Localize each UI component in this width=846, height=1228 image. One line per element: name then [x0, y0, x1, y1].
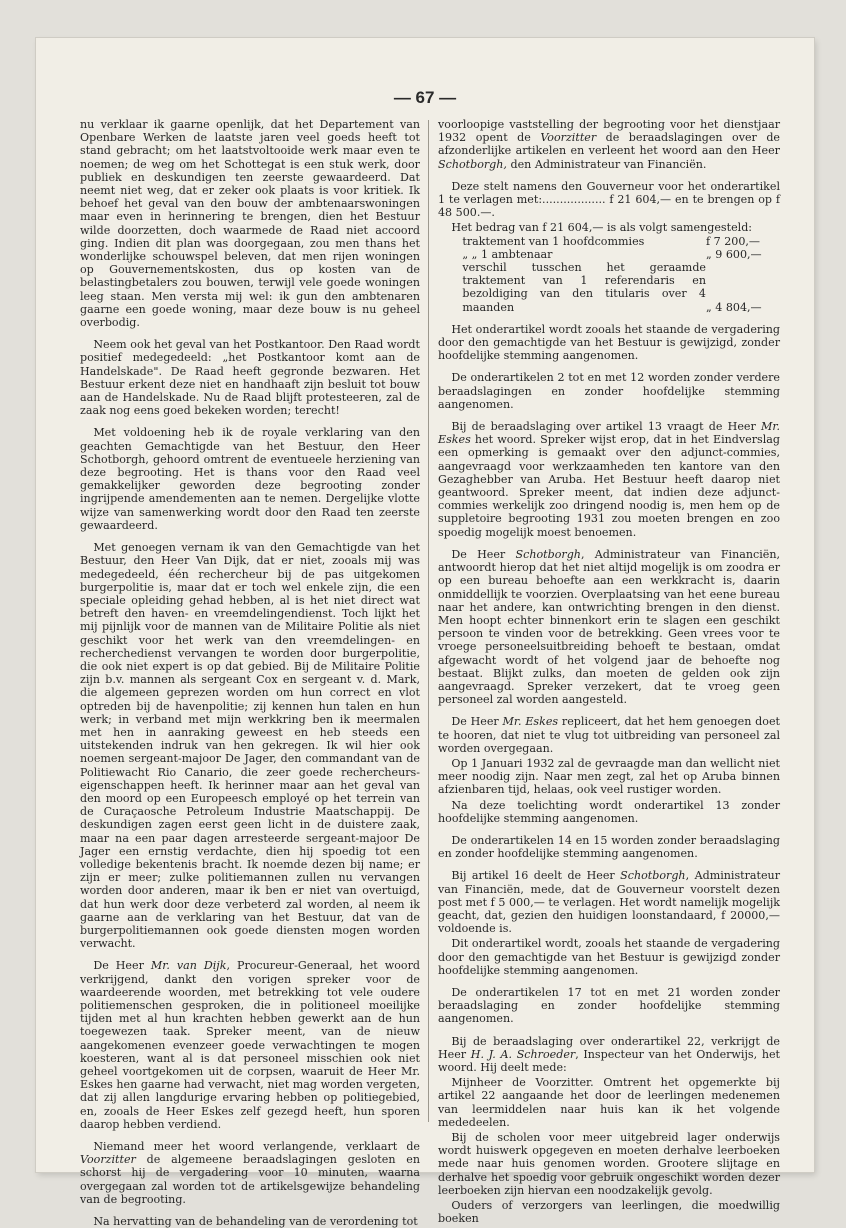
paragraph: Bij artikel 16 deelt de Heer Schotborgh, Administrateur van Financiën, mede, dat de Gouverneur voorstelt dezen post met f 5 000,— te verlagen. Het wordt namelijk mogelijk geacht, dat, gezien den huidigen loonstandaard, f 20000,— voldoende is. [438, 869, 781, 936]
paragraph: voorloopige vaststelling der begrooting voor het dienstjaar 1932 opent de Voorzitter de beraadslagingen over de afzonderlijke artikelen en verleent het woord aan den Heer Schotborgh, den Administrateur van Financiën. [438, 118, 781, 171]
paragraph: Het onderartikel wordt zooals het staande de vergadering door den gemachtigde van het Bestuur is gewijzigd, zonder hoofdelijke stemming aangenomen. [438, 322, 780, 363]
paragraph: Na hervatting van de behandeling van de verordening tot [93, 1215, 418, 1228]
amount-row: traktement van 1 hoofdcommies f 7 200,— [462, 234, 761, 248]
paragraph: Mijnheer de Voorzitter. Omtrent het opgemerkte bij artikel 22 aangaande het door de leerlingen medenemen van leermiddelen naar huis kan ik het volgende mededeelen. [438, 1076, 780, 1129]
paragraph: Met voldoening heb ik de royale verklaring van den geachten Gemachtigde van het Bestuur, den Heer Schotborgh, gehoord omtrent de eventueele herziening van deze begrooting. Het is thans voor den Raad veel gemakkelijker geworden deze begrooting zonder ingrijpende amendementen aan te nemen. Dergelijke vlotte wijze van samenwerking wordt door den Raad ten zeerste gewaardeerd. [80, 426, 420, 532]
paragraph: Met genoegen vernam ik van den Gemachtigde van het Bestuur, den Heer Van Dijk, dat er niet, zooals mij was medegedeeld, één rechercheur bij de pas uitgekomen burgerpolitie is, maar dat er toch wel enkele zijn, die een speciale opleiding gehad hebben, al is het niet direct wat betreft den haven- en vreemdelingendienst. Toch lijkt het mij pijnlijk voor de mannen van de Militaire Politie als niet geschikt voor het werk van den vreemdelingen- en recherchedienst vervangen te worden door burgerpolitie, die ook niet expert is op dat gebied. Bij de Militaire Politie zijn b.v. mannen als sergeant Cox en sergeant v. d. Mark, die algemeen geprezen worden om hun correct en vlot optreden bij de havenpolitie; zij kennen hun talen en hun werk; in verband met mijn werkkring ben ik meermalen met hen in aanraking geweest en heb steeds een uitstekenden indruk van hen gekregen. Ik wil hier ook noemen sergeant-majoor De Jager, den commandant van de Politiewacht Rio Canario, die zeer goede rechercheurs-eigenschappen heeft. Ik herinner maar aan het geval van den moord op een Europeesch employé op het terrein van de Curaçaosche Petroleum Industrie Maatschappij. De deskundigen zagen eerst geen licht in de duistere zaak, maar na een paar dagen arresteerde sergeant-majoor De Jager een ernstig verdachte, dien hij spoedig tot een volledige bekentenis bracht. Ik noemde dezen bij name; er zijn er meer; zulke politiemannen zullen nu vervangen worden door anderen, maar ik ben er niet van overtuigd, dat hun werk door deze verbeterd zal worden, al neem ik gaarne aan de verklaring van het Bestuur, dat van de burgerpolitiemannen ook goede diensten mogen worden verwacht. [80, 541, 420, 951]
speaker-name: Mr. van Dijk [150, 959, 227, 973]
amount-row: „ „ 1 ambtenaar „ 9 600,— [462, 247, 762, 261]
paragraph: Niemand meer het woord verlangende, verklaart de Voorzitter de algemeene beraadslagingen gesloten en schorst hij de vergadering voor 10 minuten, waarna overgegaan zal worden tot de artikelsgewijze behandeling van de begrooting. [80, 1140, 420, 1206]
paragraph: Na deze toelichting wordt onderartikel 13 zonder hoofdelijke stemming aangenomen. [438, 798, 780, 825]
paragraph: nu verklaar ik gaarne openlijk, dat het Departement van Openbare Werken de laatste jaren veel goeds heeft tot stand gebracht; om het laatstvoltooide werk maar even te noemen; de weg om het Schottegat is een stuk werk, door publiek en deskundigen ten zeerste gewaardeerd. Dat neemt niet weg, dat er zeker ook plaats is voor kritiek. Ik behoef het geval van den bouw der ambtenaarswoningen maar even in herinnering te brengen, dien het Bestuur wilde doorzetten, doch waarmede de Raad niet accoord ging. Indien dit plan was doorgegaan, zou men thans het wonderlijke schouwspel beleven, dat men rijen woningen op Gouvernementskosten, dus op kosten van de belastingbetalers zou bouwen, terwijl vele goede woningen leeg staan. Men versta mij wel: ik gun den ambtenaren gaarne een goede woning, maar deze bouw is nu geheel overbodig. [80, 118, 420, 330]
speaker-name: Mr. Eskes [438, 420, 780, 447]
paragraph: De onderartikelen 14 en 15 worden zonder beraadslaging en zonder hoofdelijke stemming aangenomen. [438, 833, 780, 861]
left-column [80, 118, 421, 1228]
speaker-name: Schotborgh [515, 547, 581, 561]
speaker-name: Voorzitter [540, 131, 597, 145]
amount-row: verschil tusschen het geraamde traktement van 1 referendaris en bezoldiging van den titularis over 4 maanden „ 4 804,— [462, 261, 762, 314]
paragraph: Bij de beraadslaging over artikel 13 vraagt de Heer Mr. Eskes het woord. Spreker wijst erop, dat in het Eindverslag een opmerking is gemaakt over den adjunct-commies, aangevraagd voor werkzaamheden ten kantore van den Gezaghebber van Aruba. Het Bestuur heeft daarop niet geantwoord. Spreker meent, dat indien deze adjunct-commies werkelijk zoo dringend noodig is, men hem op de suppletoire begrooting 1931 zou moeten brengen en zoo spoedig mogelijk moest benoemen. [438, 420, 780, 539]
paragraph: De Heer Mr. van Dijk, Procureur-Generaal, het woord verkrijgend, dankt den vorigen spreker voor de waardeerende woorden, met betrekking tot vele oudere politiemenschen gesproken, die in politioneel moeilijke tijden met al hun krachten hebben gewerkt aan de hun toegewezen taak. Spreker meent, van de nieuw aangekomenen evenzeer goede verwachtingen te mogen koesteren, want al is dat personeel misschien ook niet geheel voortgekomen uit de corpsen, waaruit de Heer Mr. Eskes hen gaarne had verwacht, niet mag worden vergeten, dat zij allen langdurige ervaring hebben op politiegebied, en, zooals de Heer Eskes zelf gezegd heeft, hun sporen daarop hebben verdiend. [80, 959, 421, 1131]
paragraph: De Heer Schotborgh, Administrateur van Financiën, antwoordt hierop dat het niet altijd mogelijk is om zoodra er op een bureau behoefte aan een werkkracht is, daarin onmiddellijk te voorzien. Overplaatsing van het eene bureau naar het andere, kan ontwrichting brengen in den dienst. Men hoopt echter binnenkort erin te slagen een geschikt persoon te vinden voor de betrekking. Geen vrees voor te vroege personeelsuitbreiding behoeft te bestaan, omdat afgewacht wordt of het volgend jaar de behoefte nog bestaat. Blijkt zulks, dan moeten de gelden ook zijn aangevraagd. Spreker verzekert, dat te vroeg geen personeel zal worden aangesteld. [438, 547, 780, 707]
paragraph: Bij de beraadslaging over onderartikel 22, verkrijgt de Heer H. J. A. Schroeder, Inspecteur van het Onderwijs, het woord. Hij deelt mede: [438, 1034, 780, 1074]
speaker-name: Schotborgh, [438, 157, 507, 171]
amount-intro: Het bedrag van f 21 604,— is als volgt samengesteld: [451, 221, 753, 235]
document-page [36, 38, 814, 1228]
page-number: — 67 — [393, 88, 457, 107]
paragraph: Neem ook het geval van het Postkantoor. Den Raad wordt positief medegedeeld: „het Postkantoor komt aan de Handelskade". De Raad heeft gegronde bezwaren. Het Bestuur erkent deze niet en handhaaft zijn besluit tot bouw aan de Handelskade. Nu de Raad blijft protesteeren, zal de zaak nog eens goed bekeken worden; terecht! [80, 338, 420, 418]
speaker-name: Voorzitter [80, 1153, 136, 1167]
paragraph: De Heer Mr. Eskes repliceert, dat het hem genoegen doet te hooren, dat niet te vlug tot uitbreiding van personeel zal worden overgegaan. [438, 715, 780, 755]
paragraph: Dit onderartikel wordt, zooals het staande de vergadering door den gemachtigde van het Bestuur is gewijzigd zonder hoofdelijke stemming aangenomen. [438, 937, 780, 977]
paragraph: Op 1 Januari 1932 zal de gevraagde man dan wellicht niet meer noodig zijn. Naar men zegt, zal het op Aruba binnen afzienbaren tijd, helaas, ook veel rustiger worden. [438, 756, 780, 797]
paragraph: De onderartikelen 17 tot en met 21 worden zonder beraadslaging en zonder hoofdelijke stemming aangenomen. [438, 985, 780, 1026]
speaker-name: Mr. Eskes [502, 715, 559, 729]
amount-breakdown [438, 221, 780, 313]
column-divider [428, 120, 429, 1122]
speaker-name: H. J. A. Schroeder [470, 1047, 576, 1061]
paragraph: Ouders of verzorgers van leerlingen, die moedwillig boeken [438, 1199, 780, 1226]
speaker-name: Schotborgh [620, 869, 686, 883]
paragraph: Bij de scholen voor meer uitgebreid lager onderwijs wordt huiswerk opgegeven en moeten derhalve leerboeken mede naar huis genomen worden. Grootere slijtage en derhalve het spoedig voor gebruik ongeschikt worden dezer leerboeken zijn hiervan een noodzakelijk gevolg. [438, 1131, 780, 1197]
paragraph: De onderartikelen 2 tot en met 12 worden zonder verdere beraadslagingen en zonder hoofdelijke stemming aangenomen. [438, 371, 780, 411]
right-column [438, 118, 781, 1226]
paragraph: Deze stelt namens den Gouverneur voor het onderartikel 1 te verlagen met:.................. f 21 604,— en te brengen op f 48 500.—. [438, 179, 780, 220]
